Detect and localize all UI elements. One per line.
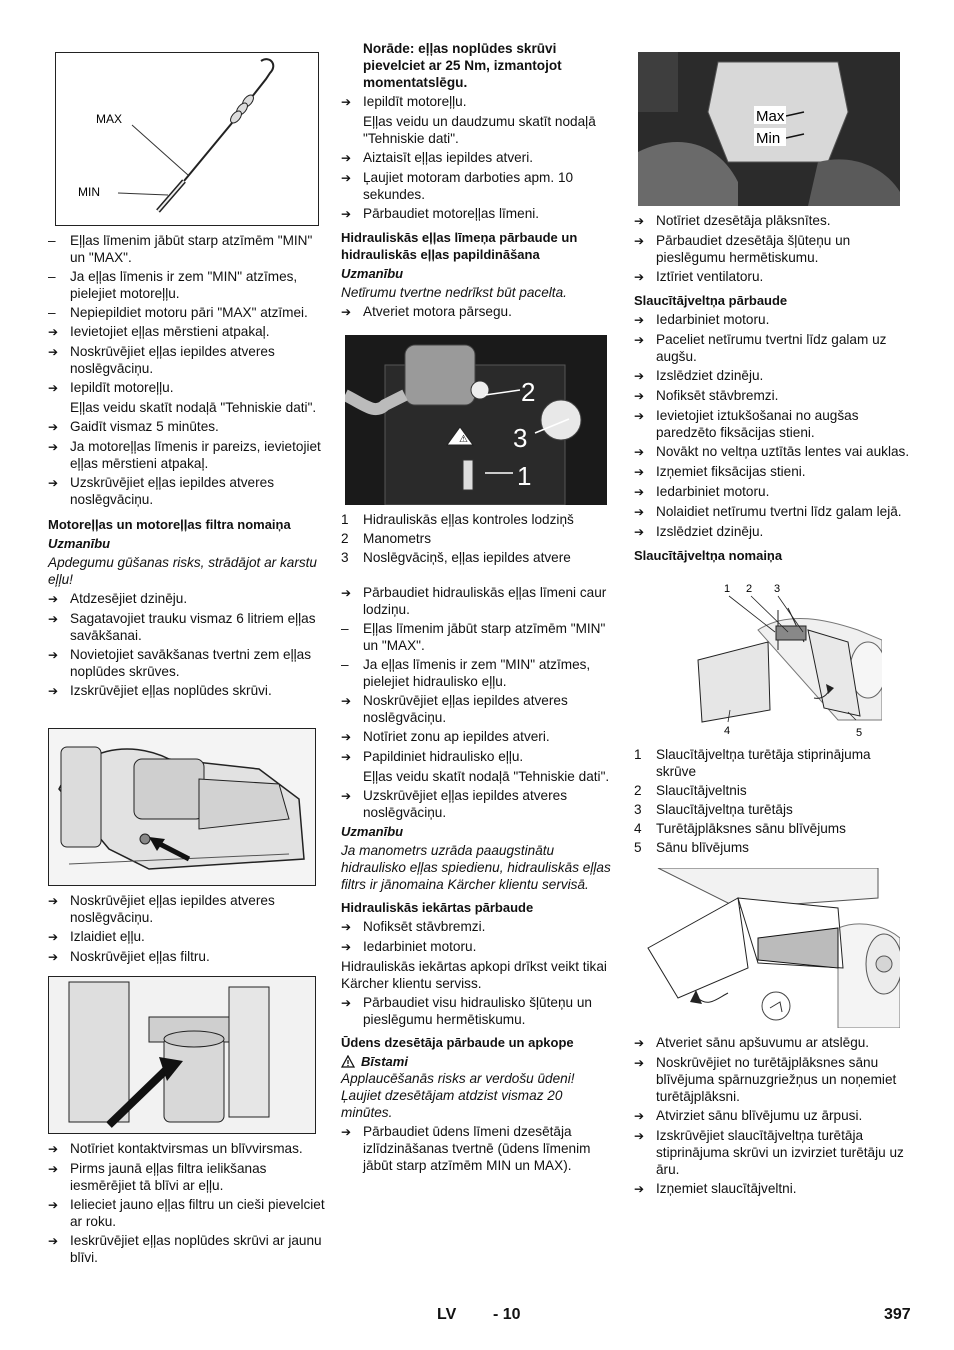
list-item (634, 1180, 910, 1198)
arrow-bullet-icon (634, 1034, 656, 1052)
list-item-text: Aiztaisīt eļļas iepildes atveri. (363, 150, 533, 165)
arrow-bullet-icon (48, 590, 70, 608)
list-item (48, 1160, 326, 1194)
list-item (48, 268, 326, 302)
list-item (634, 1107, 910, 1125)
list-item (341, 149, 617, 167)
list-item-text: Noskrūvējiet eļļas iepildes atveres noslēgvāciņu. (70, 893, 275, 925)
list-item-text: Izslēdziet dzinēju. (656, 368, 764, 383)
list-item (634, 232, 910, 266)
list-item-text: Ievietojiet iztukšošanai no augšas paredzēto fiksācijas stieni. (656, 408, 859, 440)
legend-text: Turētājplāksnes sānu blīvējums (656, 821, 846, 836)
arrow-bullet-icon (341, 938, 363, 956)
caution-label-2: Uzmanību (341, 266, 404, 281)
list-item (634, 1054, 910, 1105)
legend-item (341, 549, 617, 566)
list-item (341, 205, 617, 223)
legend-text: Manometrs (363, 531, 431, 546)
list-hoses-check (341, 994, 617, 1028)
list-cooler-clean (634, 212, 910, 286)
caution-text-2: Netīrumu tvertne nedrīkst būt pacelta. (341, 285, 567, 300)
list-item-text: Atveriet sānu apšuvumu ar atslēgu. (656, 1035, 870, 1050)
list-item (48, 232, 326, 266)
arrow-bullet-icon (341, 584, 363, 602)
list-item-text: Atveriet motora pārsegu. (363, 304, 512, 319)
list-item-text: Eļļas līmenim jābūt starp atzīmēm "MIN" un "MAX". (363, 621, 606, 653)
list-water-level (341, 1123, 617, 1174)
list-item (634, 1034, 910, 1052)
arrow-bullet-icon (634, 1054, 656, 1072)
legend-text: Slaucītājveltņa turētājs (656, 802, 793, 817)
list-item-text: Nofiksēt stāvbremzi. (656, 388, 779, 403)
list-item-text: Iepildīt motoreļļu. (363, 94, 467, 109)
list-item-text: Uzskrūvējiet eļļas iepildes atveres noslēgvāciņu. (363, 788, 567, 820)
list-item-text: Ielieciet jauno eļļas filtru un cieši pievelciet ar roku. (70, 1197, 325, 1229)
arrow-bullet-icon (48, 646, 70, 664)
list-item (341, 787, 617, 821)
list-item-text: Iedarbiniet motoru. (363, 939, 477, 954)
heading-roller-replace: Slaucītājveltņa nomaiņa (634, 548, 783, 563)
side-seal-illustration (638, 868, 900, 1028)
list-item (48, 1140, 326, 1158)
list-item-text: Nofiksēt stāvbremzi. (363, 919, 486, 934)
list-item-text: Noskrūvējiet no turētājplāksnes sānu blīvējuma spārnuzgriežņus un noņemiet turētājplāksni. (656, 1055, 897, 1104)
list-item-text: Paceliet netīrumu tvertni līdz galam uz augšu. (656, 332, 887, 364)
list-item (341, 1123, 617, 1174)
dash-bullet: – (48, 305, 56, 320)
warning-triangle-icon (341, 1055, 355, 1068)
list-item (634, 483, 910, 501)
coolant-tank-illustration (638, 52, 900, 206)
list-item (634, 331, 910, 365)
legend-item (634, 746, 910, 780)
caution-text-3: Ja manometrs uzrāda paaugstinātu hidraulisko eļļas spiedienu, hidrauliskās eļļas filtrs ir jānomaina Kärcher klientu servisā. (341, 843, 611, 892)
list-item-text: Noskrūvējiet eļļas filtru. (70, 949, 210, 964)
list-close-cap (341, 787, 617, 821)
dash-bullet: – (48, 233, 56, 248)
hydraulic-label-1: 1 (517, 461, 532, 491)
legend-item (634, 782, 910, 799)
legend-item (634, 801, 910, 818)
caution-text: Apdegumu gūšanas risks, strādājot ar karstu eļļu! (48, 555, 317, 587)
arrow-bullet-icon (634, 232, 656, 250)
legend-text: Slaucītājveltnis (656, 783, 747, 798)
list-item (341, 169, 617, 203)
list-item-text: Iedarbiniet motoru. (656, 312, 770, 327)
list-oil-drain (48, 892, 326, 966)
legend-text: Noslēgvāciņš, eļļas iepildes atvere (363, 550, 571, 565)
arrow-bullet-icon (634, 1107, 656, 1125)
list-item (48, 892, 326, 926)
list-item-text: Izskrūvējiet slaucītājveltņa turētāja stiprinājuma skrūvi un izvirziet turētāju uz āru. (656, 1128, 904, 1177)
list-item (48, 1196, 326, 1230)
hydraulic-label-2: 2 (521, 377, 536, 407)
list-item (341, 692, 617, 726)
legend-number: 2 (634, 783, 642, 798)
list-item-text: Notīriet zonu ap iepildes atveri. (363, 729, 550, 744)
arrow-bullet-icon (341, 994, 363, 1012)
list-oil-check-finish (48, 418, 326, 508)
oil-filter-illustration (49, 977, 315, 1133)
column-3 (634, 40, 910, 1200)
danger-text: Applaucēšanās risks ar verdošu ūdeni! Ļaujiet dzesētājam atdzist vismaz 20 minūtes. (341, 1071, 575, 1120)
arrow-bullet-icon (341, 787, 363, 805)
list-roller-check (634, 311, 910, 541)
list-item (341, 303, 617, 321)
list-item-text: Sagatavojiet trauku vismaz 6 litriem eļļas savākšanai. (70, 611, 316, 643)
arrow-bullet-icon (634, 407, 656, 425)
list-oil-finish (341, 149, 617, 223)
list-item (341, 728, 617, 746)
figure-side-seal (638, 868, 900, 1028)
list-item-text: Novākt no veltņa uztītās lentes vai auklas. (656, 444, 910, 459)
figure-hydraulic-tank (345, 335, 607, 505)
heading-water-cooler: Ūdens dzesētāja pārbaude un apkope (341, 1035, 574, 1050)
legend-roller (634, 746, 910, 856)
list-oil-filter-install (48, 1140, 326, 1266)
list-item-text: Pārbaudiet hidrauliskās eļļas līmeni caur lodziņu. (363, 585, 607, 617)
list-item (341, 93, 617, 111)
arrow-bullet-icon (634, 463, 656, 481)
arrow-bullet-icon (48, 1160, 70, 1178)
list-item-text: Nepiepildiet motoru pāri "MAX" atzīmei. (70, 305, 308, 320)
list-item-text: Papildiniet hidraulisko eļļu. (363, 749, 524, 764)
list-item-text: Pārbaudiet visu hidraulisko šļūteņu un pieslēgumu hermētiskumu. (363, 995, 592, 1027)
list-item (634, 407, 910, 441)
roller-label-3: 3 (774, 583, 781, 595)
arrow-bullet-icon (341, 93, 363, 111)
legend-number: 2 (341, 531, 349, 546)
list-item (634, 523, 910, 541)
list-item-text: Novietojiet savākšanas tvertni zem eļļas noplūdes skrūves. (70, 647, 312, 679)
list-item (341, 656, 617, 690)
oil-drain-illustration (49, 729, 315, 885)
list-item (634, 503, 910, 521)
list-hydraulic-check (341, 584, 617, 766)
list-open-hood (341, 303, 617, 321)
arrow-bullet-icon (48, 610, 70, 628)
list-item-text: Atvirziet sānu blīvējumu uz ārpusi. (656, 1108, 863, 1123)
list-item-text: Ievietojiet eļļas mērstieni atpakaļ. (70, 324, 270, 339)
list-item (634, 443, 910, 461)
list-item-text: Ja motoreļļas līmenis ir pareizs, ievietojiet eļļas mērstieni atpakaļ. (70, 439, 321, 471)
hydraulic-tank-illustration (345, 335, 607, 505)
column-1 (48, 40, 326, 1268)
arrow-bullet-icon (48, 892, 70, 910)
list-item-text: Notīriet dzesētāja plāksnītes. (656, 213, 831, 228)
note-torque (341, 40, 617, 91)
legend-text: Sānu blīvējums (656, 840, 749, 855)
list-item (48, 928, 326, 946)
hydraulic-label-3: 3 (513, 423, 528, 453)
roller-label-2: 2 (746, 583, 753, 595)
arrow-bullet-icon (634, 268, 656, 286)
list-item-text: Izņemiet fiksācijas stieni. (656, 464, 806, 479)
list-roller-replace (634, 1034, 910, 1198)
list-item-text: Noskrūvējiet eļļas iepildes atveres noslēgvāciņu. (363, 693, 568, 725)
arrow-bullet-icon (48, 1232, 70, 1250)
list-item (341, 584, 617, 618)
caution-label: Uzmanību (48, 536, 111, 551)
arrow-bullet-icon (634, 1127, 656, 1145)
arrow-bullet-icon (634, 443, 656, 461)
list-item-text: Gaidīt vismaz 5 minūtes. (70, 419, 219, 434)
list-item (634, 387, 910, 405)
legend-item (341, 530, 617, 547)
svg-text:⚠: ⚠ (459, 434, 468, 445)
roller-label-5: 5 (856, 727, 863, 739)
note-oil-type: Eļļas veidu skatīt nodaļā "Tehniskie dati". (70, 400, 317, 415)
arrow-bullet-icon (341, 303, 363, 321)
arrow-bullet-icon (48, 323, 70, 341)
list-item-text: Pārbaudiet motoreļļas līmeni. (363, 206, 540, 221)
list-item-text: Notīriet kontaktvirsmas un blīvvirsmas. (70, 1141, 303, 1156)
list-item (48, 438, 326, 472)
list-item-text: Pārbaudiet ūdens līmeni dzesētāja izlīdzināšanas tvertnē (ūdens līmenim jābūt starp atzīmēm MIN un MAX). (363, 1124, 591, 1173)
arrow-bullet-icon (341, 692, 363, 710)
legend-text: Hidrauliskās eļļas kontroles lodziņš (363, 512, 574, 527)
legend-number: 1 (341, 512, 349, 527)
heading-hydraulic-system: Hidrauliskās iekārtas pārbaude (341, 900, 534, 915)
arrow-bullet-icon (48, 682, 70, 700)
arrow-bullet-icon (341, 205, 363, 223)
arrow-bullet-icon (48, 1196, 70, 1214)
list-item-text: Izņemiet slaucītājveltni. (656, 1181, 797, 1196)
list-item (48, 1232, 326, 1266)
list-fill-oil (341, 93, 617, 111)
dash-bullet: – (341, 657, 349, 672)
column-2 (341, 40, 617, 1176)
arrow-bullet-icon (341, 169, 363, 187)
footer-chapter-page: - 10 (493, 1306, 521, 1323)
arrow-bullet-icon (48, 418, 70, 436)
list-item-text: Izskrūvējiet eļļas noplūdes skrūvi. (70, 683, 272, 698)
list-item (341, 994, 617, 1028)
figure-coolant-tank (638, 52, 900, 206)
dipstick-illustration (56, 53, 318, 225)
dash-bullet: – (341, 621, 349, 636)
arrow-bullet-icon (634, 503, 656, 521)
list-item (341, 748, 617, 766)
arrow-bullet-icon (48, 379, 70, 397)
list-item-text: Eļļas līmenim jābūt starp atzīmēm "MIN" un "MAX". (70, 233, 313, 265)
list-item (48, 590, 326, 608)
arrow-bullet-icon (48, 948, 70, 966)
dash-bullet: – (48, 269, 56, 284)
list-item (48, 379, 326, 397)
footer-language: LV (437, 1306, 457, 1323)
list-item (634, 1127, 910, 1178)
legend-number: 5 (634, 840, 642, 855)
list-item (48, 304, 326, 321)
list-item-text: Ja eļļas līmenis ir zem "MIN" atzīmes, pielejiet motoreļļu. (70, 269, 298, 301)
arrow-bullet-icon (341, 149, 363, 167)
arrow-bullet-icon (48, 474, 70, 492)
list-item-text: Izlaidiet eļļu. (70, 929, 145, 944)
list-item-text: Ļaujiet motoram darboties apm. 10 sekundes. (363, 170, 574, 202)
legend-number: 3 (341, 550, 349, 565)
list-oil-level (48, 232, 326, 397)
list-item (48, 610, 326, 644)
list-item-text: Iepildīt motoreļļu. (70, 380, 174, 395)
list-item (341, 938, 617, 956)
danger-text-label: Bīstami (361, 1054, 408, 1069)
figure-oil-filter (48, 976, 316, 1134)
para-service: Hidrauliskās iekārtas apkopi drīkst veikt tikai Kärcher klientu serviss. (341, 959, 607, 991)
list-item (48, 474, 326, 508)
list-item-text: Uzskrūvējiet eļļas iepildes atveres noslēgvāciņu. (70, 475, 274, 507)
dipstick-min-label: MIN (78, 185, 100, 199)
arrow-bullet-icon (48, 343, 70, 361)
list-item-text: Iztīriet ventilatoru. (656, 269, 764, 284)
list-item (341, 620, 617, 654)
list-item-text: Ja eļļas līmenis ir zem "MIN" atzīmes, pielejiet hidraulisko eļļu. (363, 657, 591, 689)
legend-item (634, 820, 910, 837)
arrow-bullet-icon (634, 331, 656, 349)
heading-oil-filter-change: Motoreļļas un motoreļļas filtra nomaiņa (48, 517, 291, 532)
heading-roller-check: Slaucītājveltņa pārbaude (634, 293, 788, 308)
figure-roller-holder (638, 570, 882, 740)
legend-item (341, 511, 617, 528)
note-torque-text: Norāde: eļļas noplūdes skrūvi pievelciet ar 25 Nm, izmantojot momentatslēgu. (363, 41, 562, 90)
footer-page-number: 397 (884, 1306, 911, 1323)
list-item-text: Noskrūvējiet eļļas iepildes atveres noslēgvāciņu. (70, 344, 275, 376)
arrow-bullet-icon (634, 367, 656, 385)
roller-label-1: 1 (724, 583, 731, 595)
arrow-bullet-icon (634, 1180, 656, 1198)
roller-label-4: 4 (724, 725, 731, 737)
arrow-bullet-icon (341, 728, 363, 746)
caution-label-3: Uzmanību (341, 824, 404, 839)
arrow-bullet-icon (634, 311, 656, 329)
list-item (341, 918, 617, 936)
coolant-max-label: Max (756, 108, 785, 125)
list-item-text: Pirms jaunā eļļas filtra ielikšanas iesmērējiet tā blīvi ar eļļu. (70, 1161, 267, 1193)
list-item-text: Nolaidiet netīrumu tvertni līdz galam lejā. (656, 504, 902, 519)
arrow-bullet-icon (48, 438, 70, 456)
note-hydraulic-oil-type: Eļļas veidu skatīt nodaļā "Tehniskie dati". (363, 769, 610, 784)
roller-holder-illustration (638, 570, 882, 740)
arrow-bullet-icon (634, 483, 656, 501)
arrow-bullet-icon (48, 1140, 70, 1158)
list-item (634, 311, 910, 329)
arrow-bullet-icon (634, 523, 656, 541)
list-item (48, 646, 326, 680)
arrow-bullet-icon (634, 212, 656, 230)
list-item-text: Atdzesējiet dzinēju. (70, 591, 188, 606)
legend-text: Slaucītājveltņa turētāja stiprinājuma skrūve (656, 747, 871, 779)
list-item (48, 682, 326, 700)
list-hydraulic-system (341, 918, 617, 956)
list-item-text: Pārbaudiet dzesētāja šļūteņu un pieslēgumu hermētiskumu. (656, 233, 851, 265)
list-oil-drain-prep (48, 590, 326, 700)
figure-oil-drain (48, 728, 316, 886)
list-item (634, 463, 910, 481)
note-oil-amount: Eļļas veidu un daudzumu skatīt nodaļā "Tehniskie dati". (363, 114, 596, 146)
arrow-bullet-icon (341, 1123, 363, 1141)
arrow-bullet-icon (341, 748, 363, 766)
arrow-bullet-icon (48, 928, 70, 946)
legend-hydraulic (341, 511, 617, 566)
legend-number: 3 (634, 802, 642, 817)
heading-hydraulic-oil: Hidrauliskās eļļas līmeņa pārbaude un hidrauliskās eļļas papildināšana (341, 230, 578, 262)
list-item-text: Ieskrūvējiet eļļas noplūdes skrūvi ar jaunu blīvi. (70, 1233, 322, 1265)
figure-dipstick (55, 52, 319, 226)
arrow-bullet-icon (341, 918, 363, 936)
legend-number: 4 (634, 821, 642, 836)
list-item (634, 268, 910, 286)
coolant-min-label: Min (756, 130, 781, 147)
list-item (48, 418, 326, 436)
legend-item (634, 839, 910, 856)
dipstick-max-label: MAX (96, 112, 123, 126)
list-item (48, 343, 326, 377)
list-item-text: Iedarbiniet motoru. (656, 484, 770, 499)
arrow-bullet-icon (634, 387, 656, 405)
list-item (634, 367, 910, 385)
legend-number: 1 (634, 747, 642, 762)
list-item (48, 948, 326, 966)
danger-label (341, 1053, 617, 1070)
list-item-text: Izslēdziet dzinēju. (656, 524, 764, 539)
list-item (48, 323, 326, 341)
list-item (634, 212, 910, 230)
